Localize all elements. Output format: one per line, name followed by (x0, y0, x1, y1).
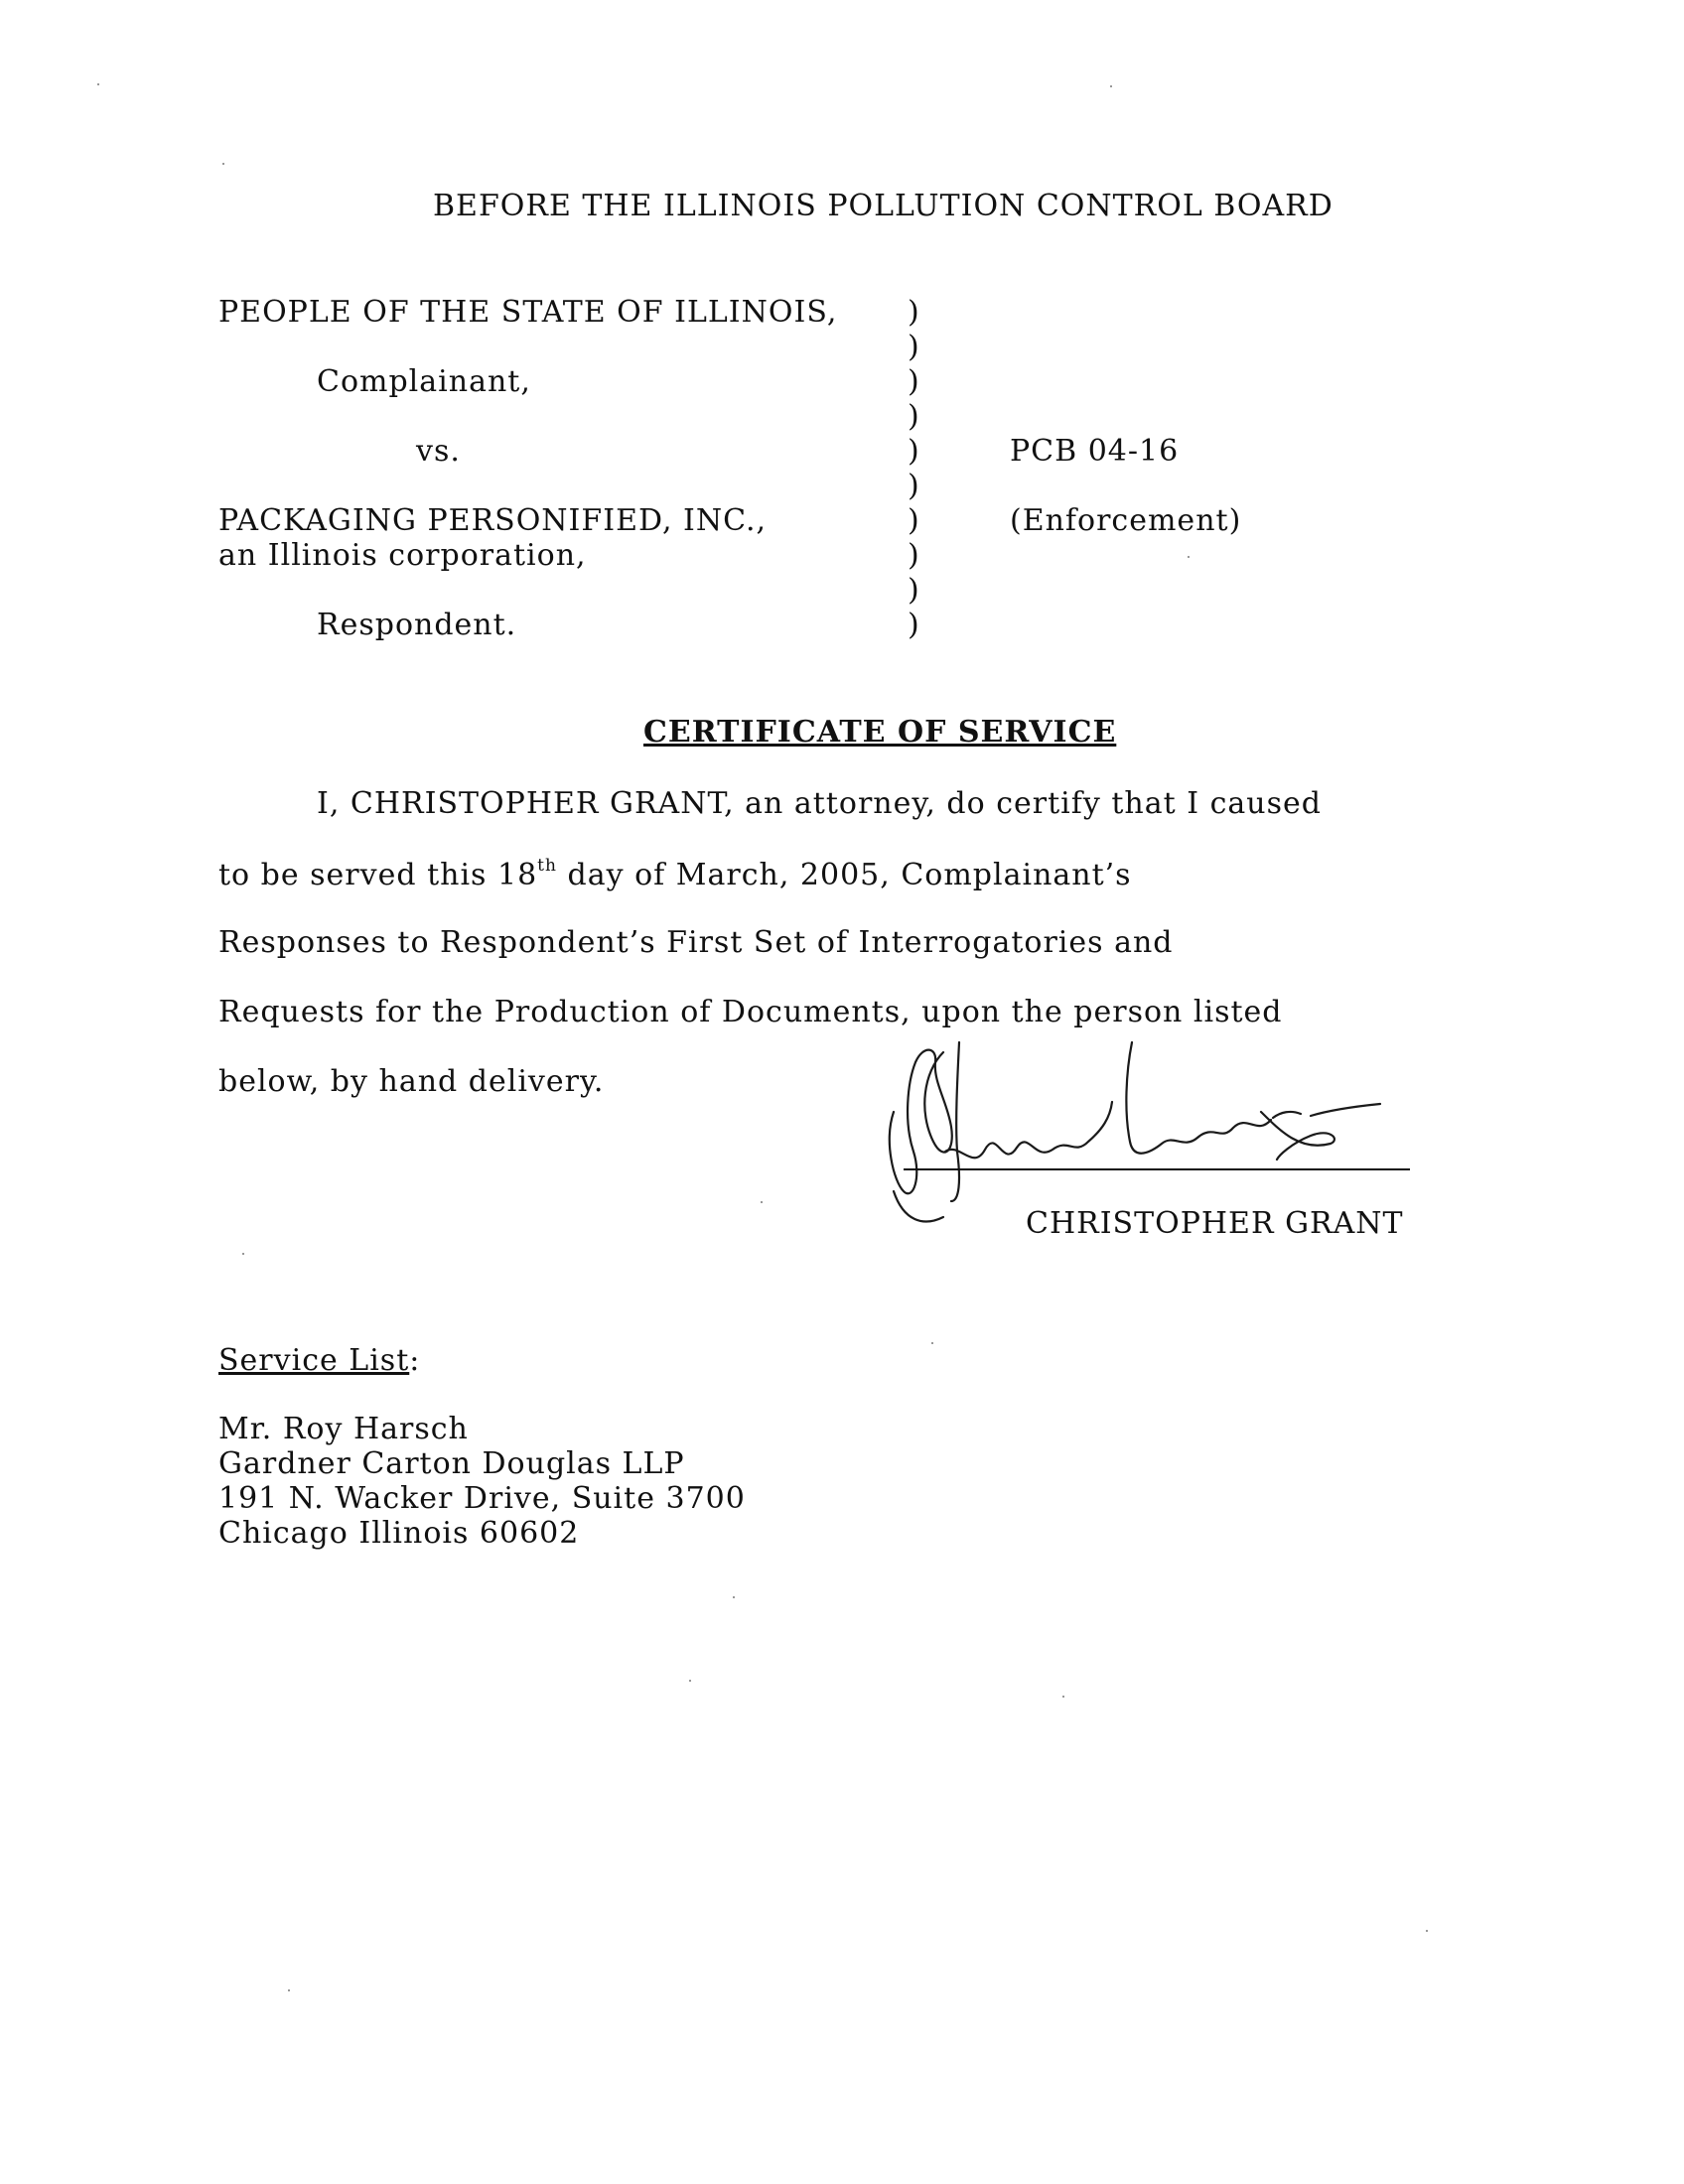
scan-speck (689, 1680, 691, 1682)
paren: ) (908, 434, 919, 469)
address-line: Mr. Roy Harsch (218, 1412, 469, 1446)
paren: ) (908, 538, 919, 573)
certificate-line: Responses to Respondent’s First Set of Interrogatories and (218, 925, 1174, 960)
certificate-heading: CERTIFICATE OF SERVICE (643, 715, 1117, 750)
certificate-line: below, by hand delivery. (218, 1064, 605, 1099)
scan-speck (733, 1596, 735, 1598)
scan-speck (1426, 1930, 1428, 1932)
scan-speck (761, 1201, 763, 1203)
scan-speck (1188, 556, 1190, 558)
paren: ) (908, 364, 919, 399)
address-line: Gardner Carton Douglas LLP (218, 1446, 685, 1481)
service-list-heading-text: Service List (218, 1343, 410, 1378)
case-type: (Enforcement) (1010, 503, 1242, 538)
scan-speck (931, 1342, 933, 1344)
paren: ) (908, 295, 919, 330)
certificate-line (218, 856, 1132, 892)
case-number: PCB 04-16 (1010, 434, 1180, 469)
certificate-line: Requests for the Production of Documents, upon the person listed (218, 995, 1283, 1029)
certificate-line: I, CHRISTOPHER GRANT, an attorney, do certify that I caused (317, 786, 1322, 821)
versus-label: vs. (416, 434, 461, 469)
complainant-role: Complainant, (317, 364, 531, 399)
ordinal-suffix: th (537, 856, 557, 876)
respondent-role: Respondent. (317, 608, 517, 642)
board-title: BEFORE THE ILLINOIS POLLUTION CONTROL BOARD (433, 189, 1333, 223)
line2-pre: to be served this 18 (218, 858, 538, 892)
paren: ) (908, 399, 919, 434)
scan-speck (242, 1253, 244, 1255)
address-line: Chicago Illinois 60602 (218, 1516, 580, 1551)
respondent-party: PACKAGING PERSONIFIED, INC., (218, 503, 768, 538)
handwritten-signature (864, 1032, 1420, 1231)
paren: ) (908, 608, 919, 642)
scan-speck (288, 1989, 290, 1991)
paren: ) (908, 503, 919, 538)
signer-name: CHRISTOPHER GRANT (1026, 1206, 1404, 1241)
paren: ) (908, 573, 919, 608)
service-list-heading-colon: : (409, 1343, 421, 1378)
address-line: 191 N. Wacker Drive, Suite 3700 (218, 1481, 746, 1516)
scan-speck (97, 83, 99, 85)
scan-speck (1110, 85, 1112, 87)
complainant-party: PEOPLE OF THE STATE OF ILLINOIS, (218, 295, 838, 330)
paren: ) (908, 330, 919, 364)
scan-speck (222, 163, 224, 165)
paren: ) (908, 469, 919, 503)
line2-post: day of March, 2005, Complainant’s (556, 858, 1132, 892)
service-list-heading (218, 1343, 420, 1378)
respondent-description: an Illinois corporation, (218, 538, 587, 573)
scan-speck (1062, 1696, 1064, 1698)
